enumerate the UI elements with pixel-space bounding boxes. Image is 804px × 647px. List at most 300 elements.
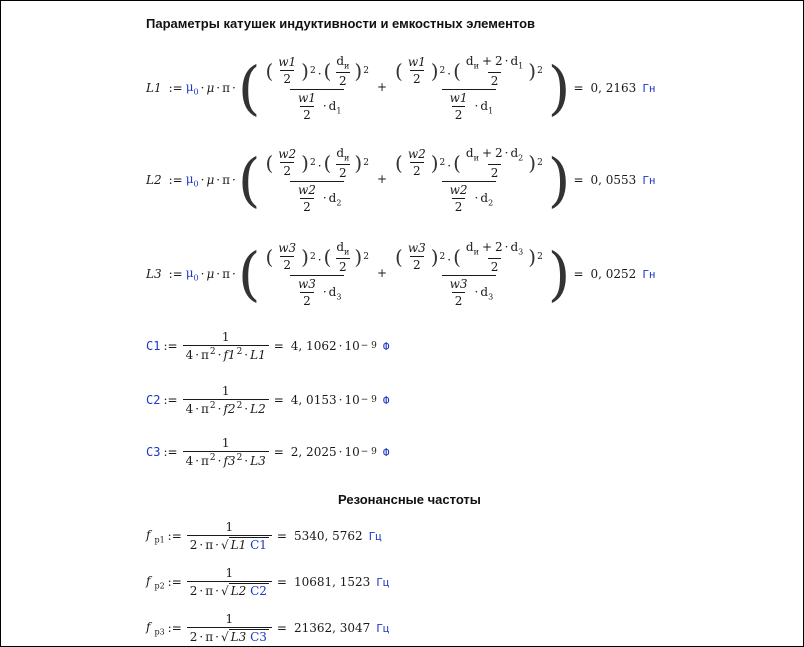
math-token: p2 (154, 581, 165, 591)
superscript: 2 (537, 65, 543, 76)
denominator (300, 292, 314, 308)
math-group (336, 240, 350, 257)
superscript: 2 (363, 251, 369, 262)
assign-symbol: := (168, 267, 183, 281)
math-token: · (215, 584, 219, 598)
math-group (465, 146, 524, 163)
close-paren: ) (528, 244, 537, 269)
math-token: · (200, 81, 205, 95)
math-group (293, 276, 342, 308)
math-token: · (338, 393, 343, 407)
inductance-equation-1 (146, 48, 656, 128)
fraction (463, 240, 526, 273)
unit-label: Гн (642, 81, 656, 95)
square-root (221, 583, 269, 598)
close-paren: ) (354, 244, 363, 269)
math-token: 2 (490, 259, 499, 274)
math-token: d (480, 284, 489, 299)
parenthesized-term (238, 146, 571, 214)
assign-symbol: := (167, 575, 182, 589)
math-group (186, 348, 266, 362)
math-token: √ (220, 630, 229, 644)
math-token: 3 (336, 292, 342, 302)
equals-symbol: = (573, 267, 584, 281)
close-paren: ) (547, 54, 571, 122)
math-token: 1 (488, 106, 494, 116)
math-token: и (344, 61, 350, 71)
parenthesized-term (324, 146, 363, 179)
equals-symbol: = (573, 81, 584, 95)
math-token: + (481, 54, 492, 69)
equals-symbol: = (276, 529, 287, 543)
close-paren: ) (301, 150, 309, 175)
unit-label: Ф (382, 445, 390, 459)
superscript: 2 (309, 251, 316, 262)
capacitance-equation-2 (146, 384, 389, 416)
open-paren: ( (323, 244, 332, 269)
math-token: π (201, 454, 209, 468)
math-token: 2 (454, 199, 463, 214)
math-group (146, 574, 165, 590)
close-paren: ) (430, 58, 439, 83)
math-token: 1 (221, 436, 230, 450)
math-token: · (199, 584, 204, 598)
math-token: μ (206, 267, 215, 281)
variable-name: L1 (146, 81, 162, 95)
numerator (463, 54, 526, 71)
math-token: 2 (454, 107, 463, 122)
denominator (300, 198, 314, 214)
math-token: · (338, 445, 343, 459)
math-token: + (481, 146, 492, 161)
math-token: 2 (339, 73, 347, 88)
math-token: 2 (283, 72, 292, 87)
open-paren: ( (395, 244, 403, 269)
math-token: w2 (449, 182, 468, 197)
superscript: 2 (309, 65, 316, 76)
math-token: 2 (339, 259, 347, 274)
assign-symbol: := (168, 81, 183, 95)
numerator (405, 241, 429, 256)
math-token: и (344, 247, 350, 257)
denominator (452, 198, 466, 214)
fraction (275, 241, 299, 272)
math-token: 2 (488, 198, 494, 208)
radicand (229, 629, 269, 644)
fraction (295, 277, 319, 308)
superscript: 2 (209, 401, 216, 411)
numerator (392, 54, 546, 88)
math-token: 1 (225, 520, 234, 534)
math-token: 2 (283, 258, 292, 273)
close-paren: ) (354, 58, 363, 83)
superscript: 2 (209, 453, 216, 463)
math-token: · (200, 267, 205, 281)
math-token: · (231, 173, 236, 187)
assign-symbol: := (163, 393, 178, 407)
denominator (187, 627, 272, 644)
open-paren: ( (453, 58, 461, 83)
open-paren: ( (265, 244, 274, 269)
math-token: d (480, 190, 489, 205)
math-token: 4 (185, 348, 194, 362)
math-group (293, 182, 342, 214)
numerator (223, 612, 237, 627)
assign-symbol: := (168, 173, 183, 187)
math-token: d (328, 98, 337, 113)
close-paren: ) (528, 150, 537, 175)
math-token: 1 (518, 61, 524, 71)
resonance-equation-1 (146, 520, 382, 552)
math-token: · (474, 284, 479, 299)
math-token: · (195, 402, 200, 416)
numerator (333, 54, 352, 71)
math-token: 2 (303, 107, 311, 122)
denominator (452, 292, 466, 308)
capacitance-equation-1 (146, 330, 389, 362)
math-token: · (244, 348, 249, 362)
math-group (190, 538, 269, 552)
math-token: · (338, 339, 343, 353)
equals-symbol: = (273, 393, 284, 407)
math-token: · (217, 348, 222, 362)
math-token: 2 (412, 164, 421, 179)
superscript: 2 (236, 453, 243, 463)
math-token: 2 (490, 165, 499, 180)
math-token: · (216, 173, 221, 187)
math-token: d (510, 54, 519, 69)
math-group (186, 172, 199, 188)
equals-symbol: = (273, 339, 284, 353)
open-paren: ( (237, 240, 261, 308)
denominator (488, 72, 502, 88)
math-token: 10 (344, 393, 360, 407)
math-token: · (217, 402, 222, 416)
math-token: 2 (518, 153, 524, 163)
result-mantissa: 4, 1062 (290, 339, 337, 353)
math-token: 0 (193, 273, 199, 283)
result-value: 10681, 1523 (293, 575, 371, 589)
math-group (186, 266, 199, 282)
resonance-equation-3 (146, 612, 390, 644)
math-group (265, 240, 369, 274)
fraction (463, 146, 526, 179)
superscript: 2 (363, 157, 369, 168)
fraction (183, 384, 269, 416)
math-token: C2 (250, 584, 267, 598)
heading-resonance: Резонансные частоты (338, 492, 481, 507)
equals-symbol: = (276, 621, 287, 635)
math-token: · (317, 158, 322, 173)
numerator (295, 277, 319, 292)
math-token: w2 (278, 147, 297, 162)
math-token: √ (220, 584, 229, 598)
math-token: π (222, 81, 230, 95)
parenthesized-term (395, 55, 439, 86)
math-token: 2 (303, 199, 311, 214)
math-token: L3 (230, 630, 247, 644)
exponent: − 9 (360, 395, 377, 405)
denominator (280, 256, 294, 272)
assign-symbol: := (163, 339, 178, 353)
math-group (293, 90, 342, 122)
unit-label: Гц (368, 529, 382, 543)
parenthesized-term (324, 54, 363, 87)
close-paren: ) (430, 244, 439, 269)
math-token: d (336, 146, 345, 161)
math-token: и (473, 247, 479, 257)
square-root (221, 629, 269, 644)
result-value: 0, 2163 (590, 81, 637, 95)
math-token: L2 (250, 402, 266, 416)
open-paren: ( (395, 58, 403, 83)
numerator (223, 520, 237, 535)
math-token: · (474, 98, 479, 113)
math-token: L1 (250, 348, 266, 362)
variable-name: C1 (146, 339, 161, 353)
math-token: 3 (518, 247, 524, 257)
math-token: + (376, 172, 387, 187)
math-token: 2 (189, 584, 198, 598)
denominator (290, 181, 345, 214)
fraction (183, 330, 269, 362)
close-paren: ) (301, 58, 309, 83)
superscript: 2 (439, 65, 446, 76)
exponent: − 9 (360, 447, 377, 457)
close-paren: ) (430, 150, 439, 175)
denominator (290, 275, 345, 308)
math-token: · (447, 66, 452, 81)
numerator (275, 55, 299, 70)
superscript: 2 (537, 157, 543, 168)
math-token: d (465, 240, 474, 255)
math-group (265, 54, 369, 88)
numerator (463, 146, 526, 163)
math-token: 1 (336, 106, 342, 116)
superscript: 2 (537, 251, 543, 262)
close-paren: ) (547, 240, 571, 308)
equals-symbol: = (273, 445, 284, 459)
square-root (221, 537, 269, 552)
math-token: 2 (495, 146, 503, 161)
math-token: 1 (225, 612, 234, 626)
denominator (410, 162, 424, 178)
denominator (336, 164, 350, 180)
variable-name: C2 (146, 393, 161, 407)
math-token: · (317, 252, 322, 267)
math-token: · (322, 190, 327, 205)
parenthesized-term (395, 147, 439, 178)
variable-name: L3 (146, 267, 162, 281)
parenthesized-term (395, 241, 439, 272)
fraction (447, 277, 471, 308)
math-token: π (201, 348, 209, 362)
math-token: w2 (297, 182, 316, 197)
open-paren: ( (237, 54, 261, 122)
math-token: · (322, 284, 327, 299)
math-token: d (336, 54, 345, 69)
math-token: 1 (221, 384, 230, 398)
denominator (452, 106, 466, 122)
term-2 (392, 146, 546, 213)
math-token: 2 (336, 198, 342, 208)
fraction (275, 147, 299, 178)
numerator (275, 147, 299, 162)
parenthesized-term (265, 241, 309, 272)
variable-name: C3 (146, 445, 161, 459)
parenthesized-term (453, 240, 536, 273)
fraction (463, 54, 526, 87)
fraction (295, 91, 319, 122)
equals-symbol: = (276, 575, 287, 589)
math-token: f (146, 619, 151, 634)
fraction (187, 520, 272, 552)
math-token: 10 (344, 445, 360, 459)
numerator (333, 146, 352, 163)
math-token: 2 (454, 293, 463, 308)
math-token: C3 (250, 630, 267, 644)
math-token: · (447, 158, 452, 173)
math-token: d (465, 146, 474, 161)
math-token: · (199, 538, 204, 552)
denominator (442, 89, 497, 122)
math-token: π (222, 267, 230, 281)
close-paren: ) (301, 244, 309, 269)
unit-label: Гц (376, 575, 390, 589)
math-token: · (474, 190, 479, 205)
denominator (442, 181, 497, 214)
denominator (410, 256, 424, 272)
equals-symbol: = (573, 173, 584, 187)
numerator (463, 240, 526, 257)
denominator (488, 164, 502, 180)
superscript: 2 (236, 347, 243, 357)
math-token: f1 (223, 348, 236, 362)
math-token: 2 (283, 164, 292, 179)
math-token: μ (185, 265, 194, 280)
superscript: 2 (236, 401, 243, 411)
math-token: · (244, 402, 249, 416)
math-group (260, 54, 547, 121)
unit-label: Ф (382, 393, 390, 407)
math-token: π (205, 538, 214, 552)
denominator (183, 451, 269, 468)
unit-label: Гн (642, 267, 656, 281)
superscript: 2 (209, 347, 216, 357)
fraction (447, 183, 471, 214)
assign-symbol: := (163, 445, 178, 459)
math-token: 2 (495, 240, 503, 255)
unit-label: Гн (642, 173, 656, 187)
math-token: 2 (303, 293, 311, 308)
math-token: · (216, 267, 221, 281)
fraction (333, 54, 352, 87)
math-group (146, 528, 165, 544)
denominator (442, 275, 497, 308)
math-token: · (195, 454, 200, 468)
math-token: 2 (495, 54, 503, 69)
denominator (280, 70, 294, 86)
superscript: 2 (439, 157, 446, 168)
math-group (190, 630, 269, 644)
fraction (405, 241, 429, 272)
math-token: и (344, 153, 350, 163)
math-token: + (376, 80, 387, 95)
unit-label: Ф (382, 339, 390, 353)
fraction (295, 183, 319, 214)
math-token: · (322, 98, 327, 113)
exponent: − 9 (360, 341, 377, 351)
math-token: · (215, 630, 219, 644)
result-value: 5340, 5762 (293, 529, 363, 543)
math-token: π (222, 173, 230, 187)
radicand (229, 537, 269, 552)
capacitance-equation-3 (146, 436, 389, 468)
math-token: L1 (230, 538, 247, 552)
numerator (219, 436, 233, 451)
math-token: 4 (185, 454, 194, 468)
math-token: · (231, 267, 236, 281)
math-token: μ (185, 79, 194, 94)
fraction (405, 55, 429, 86)
result-value: 0, 0252 (590, 267, 637, 281)
math-token: 2 (490, 73, 499, 88)
close-paren: ) (547, 146, 571, 214)
fraction (183, 436, 269, 468)
math-token: · (504, 146, 509, 161)
open-paren: ( (323, 150, 332, 175)
close-paren: ) (354, 150, 363, 175)
math-group (186, 454, 266, 468)
result-mantissa: 4, 0153 (290, 393, 337, 407)
resonance-equation-2 (146, 566, 390, 598)
result-value: 21362, 3047 (293, 621, 371, 635)
numerator (219, 384, 233, 399)
math-token: 3 (488, 292, 494, 302)
parenthesized-term (453, 54, 536, 87)
math-token: 2 (339, 165, 347, 180)
math-token: и (473, 153, 479, 163)
numerator (405, 55, 429, 70)
math-token: w3 (407, 241, 426, 256)
math-token: p3 (154, 627, 165, 637)
inductance-equation-3 (146, 234, 656, 314)
math-token: w1 (449, 90, 468, 105)
heading-params: Параметры катушек индуктивности и емкостных элементов (146, 16, 536, 31)
math-token: 0 (193, 179, 199, 189)
numerator (275, 241, 299, 256)
open-paren: ( (453, 244, 461, 269)
math-group (265, 146, 369, 180)
math-token: L2 (230, 584, 247, 598)
math-token: · (200, 173, 205, 187)
denominator (410, 70, 424, 86)
superscript: 2 (309, 157, 316, 168)
math-token: π (205, 630, 214, 644)
math-token: w3 (297, 276, 316, 291)
math-token: w1 (278, 55, 297, 70)
open-paren: ( (453, 150, 461, 175)
math-group (186, 80, 199, 96)
math-token: w3 (278, 241, 297, 256)
term-1 (262, 146, 371, 213)
math-token: 4 (185, 402, 194, 416)
math-token: d (328, 190, 337, 205)
close-paren: ) (528, 58, 537, 83)
math-token: μ (185, 171, 194, 186)
math-token: L3 (250, 454, 266, 468)
numerator (447, 91, 471, 106)
